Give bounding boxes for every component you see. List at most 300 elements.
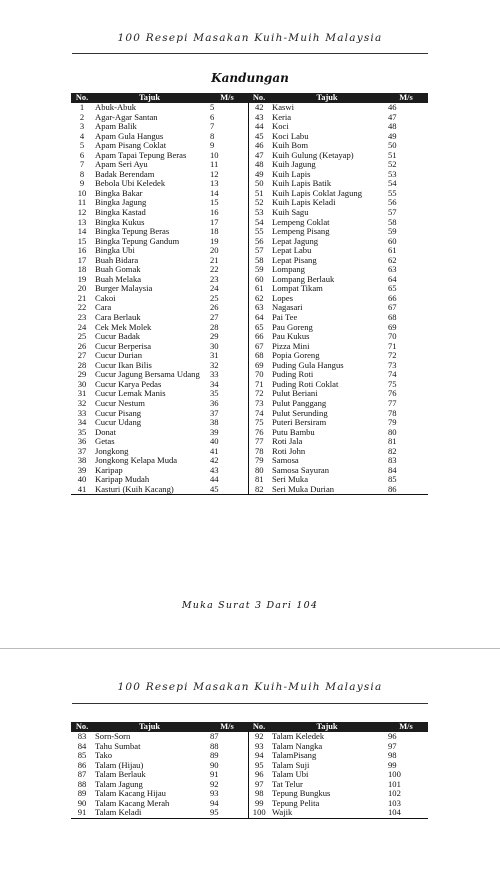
column-header-no: No. [248, 722, 270, 732]
entry-page: 7 [210, 122, 215, 132]
entry-number: 58 [248, 256, 270, 266]
entry-title: Talam Kacang Merah [95, 798, 170, 808]
entry-number: 15 [77, 236, 87, 246]
entry-page: 52 [388, 160, 397, 170]
table-row [71, 409, 428, 419]
entry-title: Lempeng Coklat [272, 217, 330, 227]
entry-number: 51 [248, 189, 270, 199]
entry-page: 19 [210, 236, 219, 246]
entry-title: Bingka Bakar [95, 188, 143, 198]
entry-number: 25 [77, 332, 87, 342]
entry-page: 34 [210, 379, 219, 389]
table-row [71, 485, 428, 495]
entry-number: 7 [79, 160, 85, 170]
entry-page: 48 [388, 122, 397, 132]
entry-number: 38 [77, 456, 87, 466]
entry-number: 45 [248, 132, 270, 142]
entry-page: 74 [388, 370, 397, 380]
entry-page: 61 [388, 246, 397, 256]
entry-title: Cucur Jagung Bersama Udang [95, 370, 200, 380]
contents-table [71, 93, 428, 495]
column-header-no: No. [248, 93, 270, 103]
entry-title: Nagasari [272, 303, 303, 313]
table-row [71, 456, 428, 466]
entry-title: Pizza Mini [272, 341, 310, 351]
entry-page: 76 [388, 389, 397, 399]
table-row [71, 418, 428, 428]
table-row [71, 160, 428, 170]
entry-page: 28 [210, 322, 219, 332]
entry-number: 82 [248, 485, 270, 495]
entry-page: 66 [388, 293, 397, 303]
column-header-title: Tajuk [93, 93, 206, 103]
entry-page: 93 [210, 789, 219, 799]
entry-number: 28 [77, 360, 87, 370]
entry-title: Kuih Gulung (Ketayap) [272, 150, 354, 160]
entry-number: 32 [77, 398, 87, 408]
entry-number: 88 [77, 779, 87, 789]
entry-page: 80 [388, 427, 397, 437]
entry-number: 26 [77, 341, 87, 351]
table-row [71, 246, 428, 256]
entry-number: 87 [77, 770, 87, 780]
entry-number: 96 [248, 770, 270, 780]
entry-page: 36 [210, 398, 219, 408]
entry-number: 62 [248, 294, 270, 304]
entry-page: 35 [210, 389, 219, 399]
table-row [71, 179, 428, 189]
entry-number: 20 [77, 284, 87, 294]
entry-title: Kaswi [272, 103, 294, 112]
entry-number: 19 [77, 274, 87, 284]
section-title: Kandungan [211, 71, 289, 85]
entry-number: 42 [248, 103, 270, 113]
entry-number: 16 [77, 246, 87, 256]
entry-title: Apam Balik [95, 122, 137, 132]
entry-number: 22 [77, 303, 87, 313]
entry-page: 51 [388, 150, 397, 160]
entry-page: 47 [388, 112, 397, 122]
entry-title: Buah Bidara [95, 255, 139, 265]
entry-title: Kuih Sagu [272, 208, 309, 218]
entry-page: 42 [210, 456, 219, 466]
entry-page: 11 [210, 160, 219, 170]
table-row [71, 313, 428, 323]
entry-number: 72 [248, 389, 270, 399]
entry-page: 78 [388, 408, 397, 418]
table-row [71, 380, 428, 390]
entry-page: 67 [388, 303, 397, 313]
entry-page: 95 [210, 808, 219, 818]
entry-number: 18 [77, 265, 87, 275]
entry-title: Talam Keledek [272, 732, 325, 741]
entry-number: 3 [79, 122, 85, 132]
entry-number: 39 [77, 465, 87, 475]
entry-page: 92 [210, 779, 219, 789]
entry-page: 29 [210, 332, 219, 342]
table-row [71, 275, 428, 285]
entry-page: 49 [388, 131, 397, 141]
entry-page: 69 [388, 322, 397, 332]
entry-title: Pau Goreng [272, 322, 313, 332]
table-row [71, 342, 428, 352]
entry-number: 71 [248, 380, 270, 390]
entry-title: Samosa [272, 456, 299, 466]
table-row [71, 751, 428, 761]
entry-page: 20 [210, 246, 219, 256]
table-row [71, 218, 428, 228]
table-row [71, 799, 428, 809]
entry-page: 44 [210, 475, 219, 485]
entry-title: Kuih Lapis [272, 169, 311, 179]
entry-page: 91 [210, 770, 219, 780]
entry-number: 2 [79, 112, 85, 122]
entry-number: 65 [248, 323, 270, 333]
entry-number: 5 [79, 141, 85, 151]
table-row [71, 361, 428, 371]
entry-page: 56 [388, 198, 397, 208]
entry-number: 50 [248, 179, 270, 189]
entry-title: Tepung Bungkus [272, 789, 331, 799]
entry-page: 86 [388, 484, 397, 494]
entry-title: Bingka Kastad [95, 208, 146, 218]
entry-number: 63 [248, 303, 270, 313]
entry-title: Bingka Kukus [95, 217, 145, 227]
entry-title: Pai Tee [272, 313, 298, 323]
entry-number: 89 [77, 789, 87, 799]
entry-title: Talam Keladi [95, 808, 142, 818]
entry-page: 37 [210, 408, 219, 418]
entry-number: 27 [77, 351, 87, 361]
entry-title: Pau Kukus [272, 332, 310, 342]
entry-page: 8 [210, 131, 215, 141]
column-header-page: M/s [206, 93, 248, 103]
entry-title: Popia Goreng [272, 351, 320, 361]
entry-title: Cara [95, 303, 112, 313]
entry-title: Cucur Nestum [95, 398, 145, 408]
entry-page: 33 [210, 370, 219, 380]
entry-title: Lompang [272, 265, 305, 275]
entry-page: 27 [210, 313, 219, 323]
entry-number: 91 [77, 808, 87, 818]
entry-title: Bingka Tepung Beras [95, 227, 170, 237]
entry-title: Cucur Pisang [95, 408, 142, 418]
entry-page: 54 [388, 179, 397, 189]
entry-number: 69 [248, 361, 270, 371]
entry-number: 78 [248, 447, 270, 457]
entry-title: Talam Suji [272, 760, 310, 770]
entry-number: 36 [77, 437, 87, 447]
entry-page: 99 [388, 760, 397, 770]
entry-title: Pulut Panggang [272, 398, 327, 408]
entry-title: Cara Berlauk [95, 313, 141, 323]
table-row [71, 761, 428, 771]
entry-number: 8 [79, 169, 85, 179]
table-row [71, 170, 428, 180]
entry-page: 65 [388, 284, 397, 294]
column-header-no: No. [71, 722, 93, 732]
entry-title: Abuk-Abuk [95, 103, 137, 112]
entry-page: 24 [210, 284, 219, 294]
entry-title: Lepat Jagung [272, 236, 319, 246]
table-row [71, 132, 428, 142]
entry-title: Sorn-Sorn [95, 732, 131, 741]
entry-page: 70 [388, 332, 397, 342]
entry-title: Buah Melaka [95, 274, 142, 284]
entry-title: Puding Roti Coklat [272, 379, 339, 389]
table-row [71, 399, 428, 409]
entry-title: Cucur Lemak Manis [95, 389, 166, 399]
entry-number: 52 [248, 198, 270, 208]
column-header-page: M/s [384, 722, 428, 732]
entry-title: Cucur Durian [95, 351, 143, 361]
entry-title: Kasturi (Kuih Kacang) [95, 484, 174, 494]
entry-title: Koci [272, 122, 289, 132]
entry-title: Talam Kacang Hijau [95, 789, 166, 799]
entry-page: 100 [388, 770, 401, 780]
entry-page: 73 [388, 360, 397, 370]
entry-title: Bingka Ubi [95, 246, 135, 256]
entry-number: 12 [77, 208, 87, 218]
table-row [71, 189, 428, 199]
entry-number: 55 [248, 227, 270, 237]
entry-number: 57 [248, 246, 270, 256]
entry-page: 97 [388, 741, 397, 751]
entry-page: 38 [210, 418, 219, 428]
entry-page: 15 [210, 198, 219, 208]
entry-title: Apam Pisang Coklat [95, 141, 167, 151]
contents-table [71, 722, 428, 819]
entry-page: 53 [388, 169, 397, 179]
entry-page: 83 [388, 456, 397, 466]
entry-title: TalamPisang [272, 751, 317, 761]
entry-title: Bebola Ubi Keledek [95, 179, 166, 189]
entry-page: 13 [210, 179, 219, 189]
entry-page: 30 [210, 341, 219, 351]
entry-page: 68 [388, 313, 397, 323]
entry-number: 17 [77, 255, 87, 265]
entry-number: 30 [77, 379, 87, 389]
entry-title: Puding Roti [272, 370, 314, 380]
table-row [71, 323, 428, 333]
table-row [71, 237, 428, 247]
entry-number: 43 [248, 113, 270, 123]
entry-number: 37 [77, 446, 87, 456]
entry-title: Lepat Pisang [272, 255, 317, 265]
entry-title: Koci Labu [272, 131, 309, 141]
entry-page: 55 [388, 188, 397, 198]
header-rule [72, 703, 428, 704]
entry-page: 79 [388, 418, 397, 428]
entry-number: 54 [248, 218, 270, 228]
page-separator [0, 648, 500, 649]
entry-page: 39 [210, 427, 219, 437]
column-header-no: No. [71, 93, 93, 103]
entry-title: Lempeng Pisang [272, 227, 330, 237]
entry-number: 64 [248, 313, 270, 323]
entry-number: 80 [248, 466, 270, 476]
entry-page: 81 [388, 437, 397, 447]
entry-number: 11 [77, 198, 87, 208]
entry-title: Keria [272, 112, 292, 122]
entry-number: 84 [77, 741, 87, 751]
entry-page: 17 [210, 217, 219, 227]
entry-title: Jongkong Kelapa Muda [95, 456, 178, 466]
column-header-page: M/s [384, 93, 428, 103]
entry-page: 58 [388, 217, 397, 227]
entry-number: 56 [248, 237, 270, 247]
table-row [71, 122, 428, 132]
entry-number: 40 [77, 475, 87, 485]
table-row [71, 208, 428, 218]
entry-page: 101 [388, 779, 401, 789]
table-row [71, 437, 428, 447]
table-row [71, 428, 428, 438]
entry-number: 95 [248, 761, 270, 771]
table-row [71, 227, 428, 237]
entry-title: Cucur Badak [95, 332, 141, 342]
entry-title: Kuih Lapis Coklat Jagung [272, 188, 362, 198]
entry-number: 99 [248, 799, 270, 809]
column-header-title: Tajuk [270, 722, 384, 732]
column-header-title: Tajuk [93, 722, 206, 732]
entry-title: Karipap Mudah [95, 475, 150, 485]
entry-page: 40 [210, 437, 219, 447]
entry-title: Bingka Jagung [95, 198, 147, 208]
entry-page: 22 [210, 265, 219, 275]
table-row [71, 466, 428, 476]
entry-page: 96 [388, 732, 397, 741]
entry-number: 48 [248, 160, 270, 170]
table-row [71, 389, 428, 399]
entry-page: 63 [388, 265, 397, 275]
table-row [71, 294, 428, 304]
table-row [71, 808, 428, 818]
entry-page: 25 [210, 293, 219, 303]
entry-number: 61 [248, 284, 270, 294]
entry-title: Cucur Berperisa [95, 341, 152, 351]
table-row [71, 780, 428, 790]
entry-title: Bingka Tepung Gandum [95, 236, 180, 246]
entry-page: 72 [388, 351, 397, 361]
entry-page: 75 [388, 379, 397, 389]
entry-page: 43 [210, 465, 219, 475]
entry-title: Tat Telur [272, 779, 303, 789]
entry-title: Talam Ubi [272, 770, 309, 780]
entry-number: 66 [248, 332, 270, 342]
entry-number: 83 [77, 732, 87, 741]
table-row [71, 265, 428, 275]
entry-page: 85 [388, 475, 397, 485]
entry-number: 93 [248, 742, 270, 752]
entry-page: 88 [210, 741, 219, 751]
entry-title: Puteri Bersiram [272, 418, 327, 428]
entry-number: 10 [77, 188, 87, 198]
entry-page: 31 [210, 351, 219, 361]
entry-title: Pulut Beriani [272, 389, 318, 399]
entry-title: Talam (Hijau) [95, 760, 144, 770]
page-header-title: 100 Resepi Masakan Kuih-Muih Malaysia [117, 32, 383, 44]
entry-page: 21 [210, 255, 219, 265]
entry-page: 50 [388, 141, 397, 151]
entry-page: 6 [210, 112, 215, 122]
table-row [71, 303, 428, 313]
entry-page: 82 [388, 446, 397, 456]
entry-page: 103 [388, 798, 401, 808]
entry-number: 29 [77, 370, 87, 380]
entry-page: 23 [210, 274, 219, 284]
entry-title: Tepung Pelita [272, 798, 320, 808]
entry-page: 102 [388, 789, 401, 799]
table-row [71, 151, 428, 161]
entry-title: Cucur Ikan Bilis [95, 360, 152, 370]
entry-page: 9 [210, 141, 215, 151]
entry-title: Lompat Tikam [272, 284, 323, 294]
entry-title: Roti John [272, 446, 306, 456]
entry-number: 9 [79, 179, 85, 189]
page-footer: Muka Surat 3 Dari 104 [181, 600, 319, 611]
entry-number: 86 [77, 760, 87, 770]
entry-number: 76 [248, 428, 270, 438]
entry-number: 68 [248, 351, 270, 361]
entry-title: Getas [95, 437, 115, 447]
entry-page: 71 [388, 341, 397, 351]
entry-title: Cakoi [95, 293, 116, 303]
entry-title: Roti Jala [272, 437, 303, 447]
entry-number: 100 [248, 808, 270, 818]
table-row [71, 103, 428, 113]
entry-page: 10 [210, 150, 219, 160]
entry-title: Samosa Sayuran [272, 465, 330, 475]
entry-number: 70 [248, 370, 270, 380]
entry-page: 45 [210, 484, 219, 494]
entry-number: 60 [248, 275, 270, 285]
table-row [71, 284, 428, 294]
table-row [71, 742, 428, 752]
entry-number: 44 [248, 122, 270, 132]
entry-title: Tahu Sumbat [95, 741, 141, 751]
entry-number: 74 [248, 409, 270, 419]
entry-page: 32 [210, 360, 219, 370]
entry-number: 73 [248, 399, 270, 409]
column-header-title: Tajuk [270, 93, 384, 103]
table-row [71, 732, 428, 742]
entry-number: 53 [248, 208, 270, 218]
entry-number: 33 [77, 408, 87, 418]
entry-number: 90 [77, 798, 87, 808]
entry-number: 4 [79, 131, 85, 141]
entry-number: 23 [77, 313, 87, 323]
entry-title: Talam Jagung [95, 779, 143, 789]
entry-title: Talam Berlauk [95, 770, 146, 780]
column-header-page: M/s [206, 722, 248, 732]
entry-page: 90 [210, 760, 219, 770]
entry-number: 34 [77, 418, 87, 428]
entry-title: Seri Muka [272, 475, 309, 485]
entry-page: 77 [388, 398, 397, 408]
entry-number: 13 [77, 217, 87, 227]
entry-number: 92 [248, 732, 270, 742]
table-header-row [71, 722, 428, 732]
entry-title: Apam Seri Ayu [95, 160, 148, 170]
entry-number: 46 [248, 141, 270, 151]
table-row [71, 789, 428, 799]
entry-title: Lepat Labu [272, 246, 312, 256]
entry-number: 75 [248, 418, 270, 428]
entry-title: Lopes [272, 293, 294, 303]
entry-number: 1 [79, 103, 85, 112]
entry-title: Kuih Lapis Keladi [272, 198, 336, 208]
